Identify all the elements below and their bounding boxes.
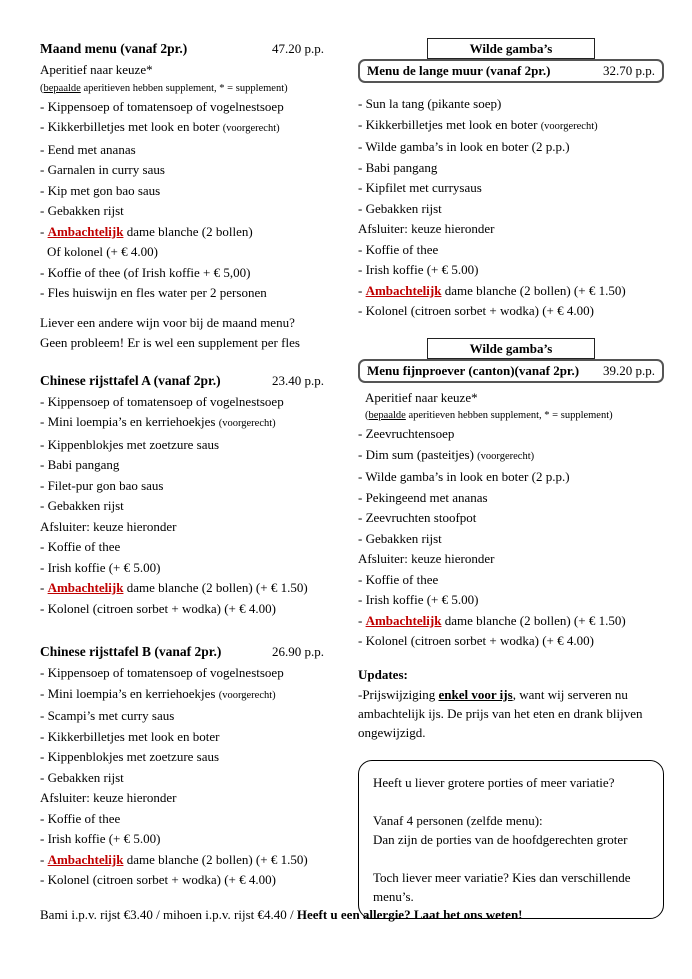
text-segment: - Gebakken rijst (358, 530, 442, 546)
spacer (358, 322, 664, 338)
menu-price: 23.40 p.p. (272, 372, 324, 388)
menu-line (40, 140, 358, 161)
text-segment: - Wilde gamba’s in look en boter (2 p.p.) (358, 139, 570, 154)
text-segment: - Koffie of thee (358, 241, 439, 257)
text-segment: - (40, 580, 48, 595)
text-segment: , want wij serveren nu ambachtelijk ijs. De prijs van het eten en drank blijven ongewijzigd. (358, 687, 643, 740)
menu-line (358, 260, 664, 281)
menu-badge: Wilde gamba’s (427, 38, 595, 59)
text-segment: - Kippensoep of tomatensoep of vogelnestsoep (40, 393, 284, 409)
menu-line (40, 829, 358, 850)
spacer (40, 619, 358, 641)
text-segment: (voorgerecht) (218, 689, 276, 701)
text-segment: - (40, 223, 48, 239)
spacer (358, 652, 664, 665)
text-segment: dame blanche (2 bollen) (+ € 1.50) (123, 851, 308, 867)
text-segment: Afsluiter: keuze hieronder (358, 221, 495, 236)
menu-line (40, 283, 358, 304)
menu-line (40, 663, 358, 684)
info-box-line (373, 811, 649, 830)
info-box (358, 760, 664, 919)
text-segment: enkel voor ijs (438, 687, 513, 702)
text-segment: - Wilde gamba’s in look en boter (2 p.p.) (358, 469, 570, 484)
text-segment: dame blanche (2 bollen) (+ € 1.50) (441, 282, 626, 298)
text-segment: Liever een andere wijn voor bij de maand menu? (40, 314, 295, 330)
menu-line (358, 199, 664, 220)
text-segment: - (40, 851, 48, 867)
menu-line (40, 242, 358, 263)
text-segment: - Zeevruchten stoofpot (358, 510, 477, 525)
menu-line (40, 727, 358, 748)
menu-section-title: Chinese rijsttafel B (vanaf 2pr.) (40, 644, 222, 659)
text-segment: aperitieven hebben supplement, * = supplement) (405, 410, 613, 421)
menu-line (40, 201, 358, 222)
text-segment: dame blanche (2 bollen) (+ € 1.50) (123, 580, 308, 595)
right-column (358, 38, 664, 919)
text-segment: Vanaf 4 personen (zelfde menu): (373, 813, 543, 828)
menu-badge: Wilde gamba’s (427, 338, 595, 359)
text-segment: - Babi pangang (358, 159, 438, 175)
menu-section-title: Maand menu (vanaf 2pr.) (40, 41, 188, 56)
menu-boxed-header (358, 59, 664, 83)
text-segment: - Kippenblokjes met zoetzure saus (40, 436, 220, 452)
text-segment: Afsluiter: keuze hieronder (40, 790, 177, 805)
menu-line (358, 611, 664, 632)
menu-price: 47.20 p.p. (272, 41, 324, 56)
text-segment: - Kipfilet met currysaus (358, 180, 482, 195)
menu-line (358, 665, 664, 686)
menu-line (358, 590, 664, 611)
text-segment: Afsluiter: keuze hieronder (40, 518, 177, 534)
text-segment: Updates: (358, 666, 408, 682)
text-segment: - Koffie of thee (of Irish koffie + € 5,00) (40, 264, 251, 280)
text-segment: bepaalde (368, 410, 406, 421)
text-segment: - Kippenblokjes met zoetzure saus (40, 749, 220, 764)
text-segment: - Kippensoep of tomatensoep of vogelnestsoep (40, 98, 284, 114)
text-segment: - Kolonel (citroen sorbet + wodka) (+ € 4.00) (40, 600, 276, 616)
text-segment: - Gebakken rijst (40, 769, 124, 785)
text-segment: - Irish koffie (+ € 5.00) (358, 262, 479, 277)
menu-line (40, 392, 358, 413)
menu-line (40, 81, 358, 97)
info-box-line (373, 849, 649, 868)
menu-line (358, 158, 664, 179)
menu-line (40, 684, 358, 707)
menu-price: 26.90 p.p. (272, 644, 324, 659)
text-segment: (voorgerecht) (218, 418, 276, 429)
text-segment: - Irish koffie (+ € 5.00) (358, 592, 479, 607)
footer-note (40, 906, 664, 924)
text-segment: - Koffie of thee (40, 539, 121, 554)
text-segment: - Gebakken rijst (358, 200, 442, 216)
text-segment: dame blanche (2 bollen) (123, 223, 253, 239)
text-segment: - Kippensoep of tomatensoep of vogelnestsoep (40, 665, 284, 680)
text-segment: ( (365, 410, 369, 421)
menu-line (358, 115, 664, 138)
text-segment: (voorgerecht) (222, 123, 280, 134)
menu-line (40, 558, 358, 579)
text-segment: Ambachtelijk (47, 851, 124, 867)
text-segment: Ambachtelijk (365, 282, 442, 298)
menu-line (358, 301, 664, 322)
text-segment: Toch liever meer variatie? Kies dan verschillende menu’s. (373, 870, 631, 904)
menu-line (358, 570, 664, 591)
info-box-line (373, 830, 649, 849)
info-box-line (373, 773, 649, 792)
menu-line (40, 97, 358, 118)
text-segment: Ambachtelijk (365, 612, 442, 628)
text-segment: Ambachtelijk (47, 223, 124, 239)
menu-line (40, 412, 358, 435)
menu-line (358, 549, 664, 570)
menu-line (40, 60, 358, 81)
text-segment: - Scampi’s met curry saus (40, 708, 175, 723)
text-segment: Heeft u een allergie? Laat het ons weten! (296, 907, 523, 922)
menu-line (40, 181, 358, 202)
text-segment: Ambachtelijk (47, 580, 124, 595)
menu-line (358, 631, 664, 652)
menu-line (40, 809, 358, 830)
text-segment: (voorgerecht) (477, 450, 535, 462)
text-segment: - Irish koffie (+ € 5.00) (40, 831, 161, 846)
menu-price: 39.20 p.p. (603, 362, 655, 378)
text-segment: - Irish koffie (+ € 5.00) (40, 559, 161, 575)
menu-line (40, 263, 358, 284)
text-segment: Bami i.p.v. rijst €3.40 / mihoen i.p.v. rijst €4.40 / (40, 907, 297, 922)
menu-line (40, 496, 358, 517)
text-segment: - Pekingeend met ananas (358, 489, 488, 505)
menu-section-title: Menu de lange muur (vanaf 2pr.) (367, 63, 551, 78)
text-segment: - Eend met ananas (40, 141, 136, 157)
text-segment: Geen probleem! Er is wel een supplement per fles (40, 335, 300, 350)
left-column (40, 38, 358, 891)
menu-line (358, 388, 664, 409)
text-segment: Of kolonel (+ € 4.00) (47, 244, 158, 259)
text-segment: - Babi pangang (40, 457, 120, 472)
text-segment: - Gebakken rijst (40, 203, 124, 218)
text-segment: bepaalde (43, 82, 81, 94)
menu-section-title: Chinese rijsttafel A (vanaf 2pr.) (40, 372, 221, 388)
menu-line (40, 222, 358, 243)
text-segment: Heeft u liever grotere porties of meer variatie? (373, 775, 615, 790)
text-segment: - Mini loempia’s en kerriehoekjes (40, 685, 219, 701)
menu-line (358, 219, 664, 240)
text-segment: aperitieven hebben supplement, * = supplement) (80, 82, 288, 94)
menu-line (40, 313, 358, 334)
menu-line (40, 599, 358, 620)
menu-line (358, 508, 664, 529)
text-segment: - (358, 282, 366, 298)
text-segment: - Kolonel (citroen sorbet + wodka) (+ € 4.00) (40, 872, 276, 887)
text-segment: - (358, 612, 366, 628)
menu-line (358, 240, 664, 261)
text-segment: - Kikkerbilletjes met look en boter (40, 728, 220, 744)
info-box-line (373, 868, 649, 906)
menu-line (40, 870, 358, 891)
menu-line (40, 455, 358, 476)
text-segment: - Garnalen in curry saus (40, 162, 165, 177)
text-segment: - Fles huiswijn en fles water per 2 personen (40, 285, 267, 300)
text-segment: - Koffie of thee (358, 571, 439, 587)
menu-line (358, 529, 664, 550)
text-segment: Afsluiter: keuze hieronder (358, 551, 495, 566)
spacer (358, 742, 664, 760)
menu-line (358, 467, 664, 488)
spacer (40, 354, 358, 370)
menu-line (40, 160, 358, 181)
menu-line (40, 435, 358, 456)
menu-line (40, 578, 358, 599)
text-segment: - Filet-pur gon bao saus (40, 477, 164, 493)
menu-line (40, 788, 358, 809)
text-segment: -Prijswijziging (358, 687, 439, 702)
text-segment: - Gebakken rijst (40, 498, 124, 513)
text-segment: - Kolonel (citroen sorbet + wodka) (+ € 4.00) (358, 633, 594, 648)
menu-boxed-header (358, 359, 664, 383)
menu-section-header (40, 641, 358, 662)
menu-line (40, 517, 358, 538)
menu-section-header (40, 38, 358, 59)
menu-line (40, 747, 358, 768)
menu-line (40, 850, 358, 871)
menu-line (358, 94, 664, 115)
text-segment: - Kip met gon bao saus (40, 182, 161, 198)
menu-section-title: Menu fijnproever (canton)(vanaf 2pr.) (367, 362, 580, 378)
text-segment: - Kikkerbilletjes met look en boter (358, 116, 541, 132)
menu-line (358, 408, 664, 424)
menu-line (40, 706, 358, 727)
text-segment: - Dim sum (pasteitjes) (358, 446, 478, 462)
menu-line (40, 117, 358, 140)
menu-line (40, 537, 358, 558)
text-segment: (voorgerecht) (540, 120, 598, 132)
text-segment: Aperitief naar keuze* (40, 62, 153, 77)
text-segment: - Zeevruchtensoep (358, 426, 455, 441)
menu-line (40, 768, 358, 789)
menu-line (358, 445, 664, 468)
text-segment: ( (40, 82, 44, 94)
info-box-line (373, 792, 649, 811)
text-segment: dame blanche (2 bollen) (+ € 1.50) (441, 612, 626, 628)
menu-price: 32.70 p.p. (603, 63, 655, 78)
menu-line (358, 424, 664, 445)
text-segment: - Koffie of thee (40, 810, 121, 826)
text-segment: Aperitief naar keuze* (365, 389, 478, 405)
paragraph (358, 685, 664, 742)
text-segment: - Mini loempia’s en kerriehoekjes (40, 414, 219, 429)
menu-line (40, 476, 358, 497)
menu-line (358, 137, 664, 158)
menu-section-header (40, 370, 358, 391)
menu-line (358, 281, 664, 302)
text-segment: - Kolonel (citroen sorbet + wodka) (+ € 4.00) (358, 303, 594, 318)
text-segment: Dan zijn de porties van de hoofdgerechten groter (373, 832, 628, 847)
text-segment: - Sun la tang (pikante soep) (358, 96, 502, 111)
spacer (40, 304, 358, 313)
menu-line (358, 178, 664, 199)
text-segment: - Kikkerbilletjes met look en boter (40, 119, 223, 134)
menu-line (358, 488, 664, 509)
menu-line (40, 333, 358, 354)
